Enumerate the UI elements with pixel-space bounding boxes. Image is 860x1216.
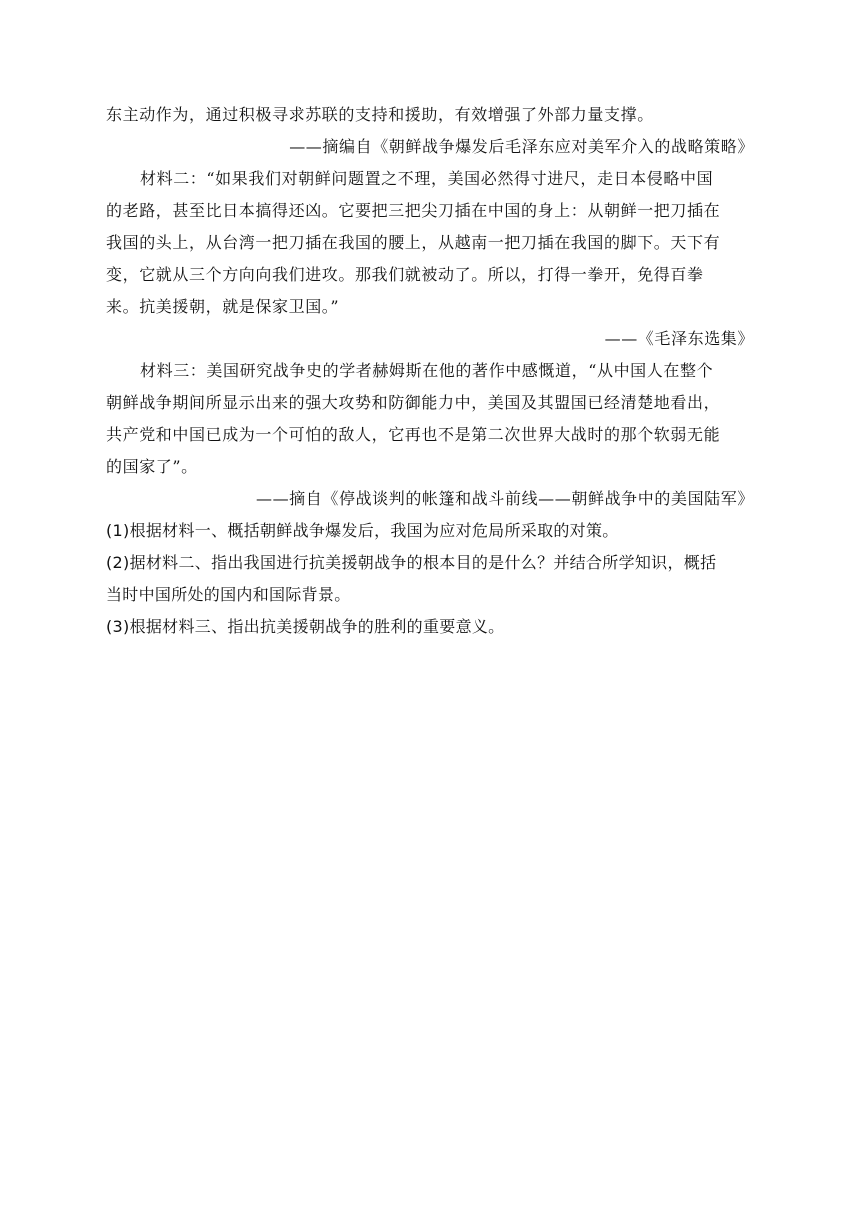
document-body — [106, 99, 754, 643]
material-three-line-1: 材料三：美国研究战争史的学者赫姆斯在他的著作中感慨道，“从中国人在整个 — [140, 361, 714, 380]
material-two-line-1: 材料二：“如果我们对朝鲜问题置之不理，美国必然得寸进尺，走日本侵略中国 — [140, 169, 714, 188]
question-2-line-1: (2)据材料二、指出我国进行抗美援朝战争的根本目的是什么？并结合所学知识，概括 — [106, 553, 717, 572]
question-3: (3)根据材料三、指出抗美援朝战争的胜利的重要意义。 — [106, 617, 505, 636]
material-three-source: ——摘自《停战谈判的帐篷和战斗前线——朝鲜战争中的美国陆军》 — [255, 489, 754, 508]
material-two-line-4: 变，它就从三个方向向我们进攻。那我们就被动了。所以，打得一拳开，免得百拳 — [106, 265, 704, 284]
material-two-line-2: 的老路，甚至比日本搞得还凶。它要把三把尖刀插在中国的身上：从朝鲜一把刀插在 — [106, 201, 721, 220]
question-2-line-2: 当时中国所处的国内和国际背景。 — [106, 585, 351, 604]
material-two-source: ——《毛泽东选集》 — [604, 329, 754, 348]
material-two-line-3: 我国的头上，从台湾一把刀插在我国的腰上，从越南一把刀插在我国的脚下。天下有 — [106, 233, 721, 252]
material-three-line-2: 朝鲜战争期间所显示出来的强大攻势和防御能力中，美国及其盟国已经清楚地看出， — [106, 393, 721, 412]
material-one-tail: 东主动作为，通过积极寻求苏联的支持和援助，有效增强了外部力量支撑。 — [106, 105, 654, 124]
material-three-line-3: 共产党和中国已成为一个可怕的敌人，它再也不是第二次世界大战时的那个软弱无能 — [106, 425, 721, 444]
material-two-line-5: 来。抗美援朝，就是保家卫国。” — [106, 297, 340, 316]
material-three-line-4: 的国家了”。 — [106, 457, 198, 476]
material-one-source: ——摘编自《朝鲜战争爆发后毛泽东应对美军介入的战略策略》 — [289, 137, 754, 156]
question-1: (1)根据材料一、概括朝鲜战争爆发后，我国为应对危局所采取的对策。 — [106, 521, 619, 540]
